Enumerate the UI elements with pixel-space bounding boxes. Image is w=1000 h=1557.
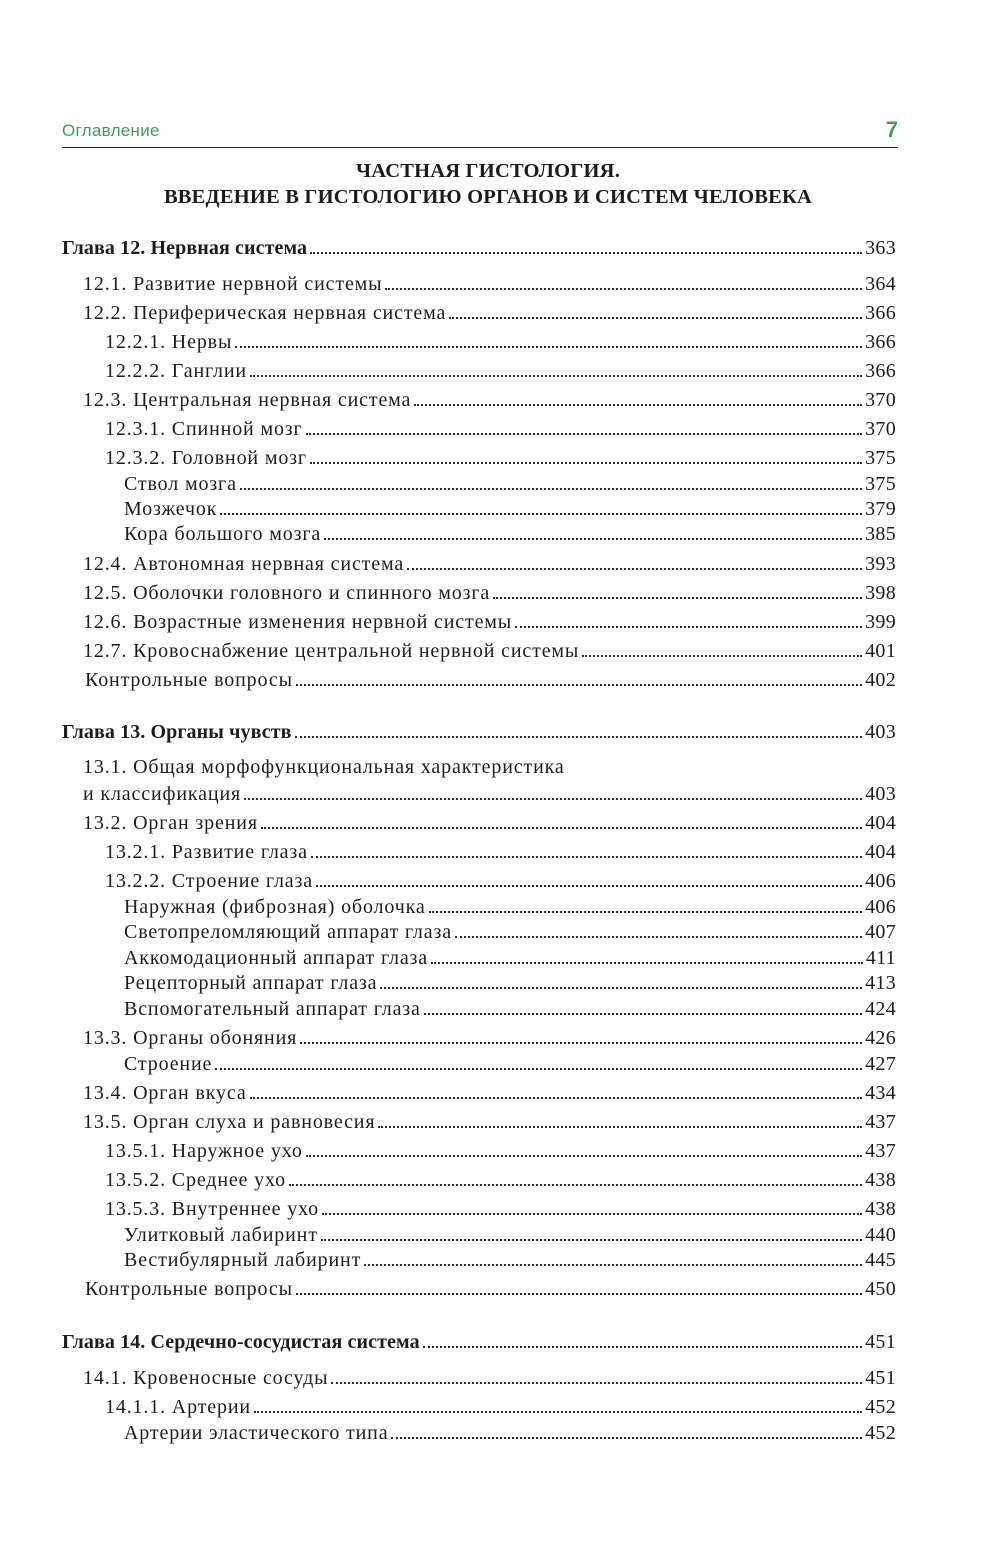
leader-dots: [244, 797, 862, 800]
toc-entry[interactable]: [62, 809, 896, 835]
toc-label: 12.6. Возрастные изменения нервной системы: [83, 611, 513, 633]
toc-page: 370: [865, 389, 896, 411]
leader-dots: [424, 1012, 862, 1015]
toc-entry[interactable]: [62, 893, 896, 919]
toc-entry[interactable]: [62, 1419, 896, 1445]
toc-label: Мозжечок: [124, 498, 218, 520]
toc-label: 12.1. Развитие нервной системы: [83, 273, 383, 295]
toc-label: 13.2.2. Строение глаза: [105, 870, 313, 892]
toc-chapter-13[interactable]: [62, 718, 896, 744]
toc-page: 437: [865, 1111, 896, 1133]
leader-dots: [240, 487, 862, 490]
toc-label: Строение: [124, 1053, 213, 1075]
toc-label: Глава 13. Органы чувств: [62, 721, 292, 743]
toc-label: Наружная (фиброзная) оболочка: [124, 896, 426, 918]
leader-dots: [215, 1067, 862, 1070]
toc-entry[interactable]: [62, 1166, 896, 1192]
toc-label: Кора большого мозга: [124, 523, 322, 545]
toc-page: 393: [865, 553, 896, 575]
toc-page: 366: [865, 360, 896, 382]
toc-entry[interactable]: [62, 495, 896, 521]
toc-entry[interactable]: [62, 637, 896, 663]
toc-label: 12.3.2. Головной мозг: [105, 447, 307, 469]
toc-entry[interactable]: [62, 995, 896, 1021]
toc-page: 413: [865, 972, 896, 994]
leader-dots: [316, 884, 862, 887]
part-title-line-2: ВВЕДЕНИЕ В ГИСТОЛОГИЮ ОРГАНОВ И СИСТЕМ ЧЕЛОВЕКА: [163, 186, 813, 208]
toc-label: Глава 14. Сердечно-сосудистая система: [62, 1331, 420, 1353]
toc-page: 437: [865, 1140, 896, 1162]
toc-entry[interactable]: [62, 1195, 896, 1221]
toc-label: 12.7. Кровоснабжение центральной нервной системы: [83, 640, 580, 662]
toc-entry[interactable]: [62, 1221, 896, 1247]
toc-label: Аккомодационный аппарат глаза: [124, 947, 429, 969]
toc-label: 12.2.1. Нервы: [105, 331, 233, 353]
leader-dots: [431, 961, 863, 964]
leader-dots: [455, 935, 862, 938]
toc-label: Артерии эластического типа: [124, 1422, 389, 1444]
toc-entry[interactable]: [62, 780, 896, 806]
toc-label: Светопреломляющий аппарат глаза: [124, 921, 452, 943]
part-title: [62, 158, 914, 210]
toc-page: 402: [865, 669, 896, 691]
toc-page: 406: [865, 896, 896, 918]
toc-label: 12.2.2. Ганглии: [105, 360, 247, 382]
toc-entry[interactable]: [62, 838, 896, 864]
toc-label: Вспомогательный аппарат глаза: [124, 998, 421, 1020]
toc-label: 13.4. Орган вкуса: [83, 1082, 247, 1104]
toc-page: 404: [865, 812, 896, 834]
leader-dots: [296, 683, 862, 686]
leader-dots: [331, 1381, 862, 1384]
page-number: 7: [885, 117, 898, 142]
toc-page: 438: [865, 1169, 896, 1191]
leader-dots: [321, 1238, 862, 1241]
toc-page: 366: [865, 302, 896, 324]
leader-dots: [378, 1125, 862, 1128]
toc-label: 13.2. Орган зрения: [83, 812, 258, 834]
toc-entry[interactable]: [62, 470, 896, 496]
toc-page: 363: [865, 237, 896, 259]
toc-page: 404: [865, 841, 896, 863]
toc-entry[interactable]: [62, 328, 896, 354]
toc-entry[interactable]: [62, 1024, 896, 1050]
leader-dots: [296, 1292, 862, 1295]
toc-entry[interactable]: [62, 1137, 896, 1163]
toc-page: 407: [865, 921, 896, 943]
toc-label: 13.5.3. Внутреннее ухо: [105, 1198, 320, 1220]
toc-chapter-14[interactable]: [62, 1328, 896, 1354]
leader-dots: [261, 826, 862, 829]
toc-label: Контрольные вопросы: [85, 669, 293, 691]
toc-label: 13.3. Органы обоняния: [83, 1027, 298, 1049]
toc-page: 364: [865, 273, 896, 295]
leader-dots: [414, 403, 862, 406]
toc-entry[interactable]: [62, 386, 896, 412]
leader-dots: [515, 625, 862, 628]
toc-label: Ствол мозга: [124, 473, 237, 495]
toc-page: 366: [865, 331, 896, 353]
leader-dots: [310, 251, 862, 254]
toc-page: 452: [865, 1422, 896, 1444]
toc-entry-line-1[interactable]: 13.1. Общая морфофункциональная характеристика: [83, 756, 565, 778]
toc-entry[interactable]: [62, 444, 896, 470]
toc-page: 438: [865, 1198, 896, 1220]
toc-page: 450: [865, 1278, 896, 1300]
toc-page: 398: [865, 582, 896, 604]
leader-dots: [300, 1041, 862, 1044]
toc-entry[interactable]: [62, 666, 896, 692]
toc-entry[interactable]: [62, 1364, 896, 1390]
toc-entry[interactable]: [62, 550, 896, 576]
leader-dots: [220, 512, 862, 515]
toc-entry[interactable]: [62, 944, 896, 970]
toc-page: 426: [865, 1027, 896, 1049]
toc-page: 451: [865, 1331, 896, 1353]
toc-entry[interactable]: [62, 415, 896, 441]
toc-page: 452: [865, 1396, 896, 1418]
toc-entry[interactable]: [62, 270, 896, 296]
leader-dots: [429, 910, 862, 913]
toc-page: 411: [865, 947, 896, 969]
toc-entry[interactable]: [62, 1246, 896, 1272]
leader-dots: [250, 374, 862, 377]
toc-label: 13.5. Орган слуха и равновесия: [83, 1111, 376, 1133]
toc-entry[interactable]: [62, 357, 896, 383]
toc-entry[interactable]: [62, 1275, 896, 1301]
toc-label: 12.2. Периферическая нервная система: [83, 302, 447, 324]
toc-label: Рецепторный аппарат глаза: [124, 972, 378, 994]
toc-page: 434: [865, 1082, 896, 1104]
toc-page: 403: [865, 721, 896, 743]
toc-page: 403: [865, 783, 896, 805]
leader-dots: [250, 1096, 863, 1099]
leader-dots: [391, 1436, 862, 1439]
toc-entry[interactable]: [62, 608, 896, 634]
toc-page: 379: [865, 498, 896, 520]
toc-page: 370: [865, 418, 896, 440]
toc-label: Контрольные вопросы: [85, 1278, 293, 1300]
toc-page: 401: [865, 640, 896, 662]
leader-dots: [322, 1212, 862, 1215]
toc-label: Вестибулярный лабиринт: [124, 1249, 362, 1271]
toc-label: 12.3. Центральная нервная система: [83, 389, 412, 411]
toc-page: 445: [865, 1249, 896, 1271]
toc-entry[interactable]: [62, 1079, 896, 1105]
leader-dots: [385, 287, 862, 290]
toc-label: 13.5.1. Наружное ухо: [105, 1140, 303, 1162]
leader-dots: [295, 735, 863, 738]
leader-dots: [449, 316, 862, 319]
toc-entry[interactable]: [62, 1050, 896, 1076]
toc-page: 406: [865, 870, 896, 892]
toc-entry[interactable]: [62, 299, 896, 325]
toc-label: Улитковый лабиринт: [124, 1224, 318, 1246]
toc-label: и классификация: [83, 783, 242, 805]
toc-label: 13.5.2. Среднее ухо: [105, 1169, 286, 1191]
toc-label: 12.4. Автономная нервная система: [83, 553, 405, 575]
leader-dots: [324, 537, 862, 540]
toc-page: 375: [865, 447, 896, 469]
toc-entry[interactable]: [62, 918, 896, 944]
toc-label: 13.2.1. Развитие глаза: [105, 841, 308, 863]
toc-entry[interactable]: [62, 520, 896, 546]
toc-label: 14.1.1. Артерии: [105, 1396, 251, 1418]
toc-page: 424: [865, 998, 896, 1020]
running-head: [62, 113, 898, 148]
leader-dots: [364, 1263, 862, 1266]
leader-dots: [289, 1183, 862, 1186]
toc-page: 451: [865, 1367, 896, 1389]
toc-page: 427: [865, 1053, 896, 1075]
toc-entry[interactable]: [62, 867, 896, 893]
toc-entry[interactable]: [62, 969, 896, 995]
toc-entry[interactable]: [62, 1393, 896, 1419]
toc-chapter-12[interactable]: [62, 234, 896, 260]
toc-page: 385: [865, 523, 896, 545]
leader-dots: [235, 345, 862, 348]
running-head-title: Оглавление: [62, 121, 160, 140]
leader-dots: [493, 596, 862, 599]
leader-dots: [380, 986, 862, 989]
leader-dots: [311, 855, 862, 858]
toc-page: 440: [865, 1224, 896, 1246]
leader-dots: [407, 567, 862, 570]
leader-dots: [310, 461, 862, 464]
toc-label: 14.1. Кровеносные сосуды: [83, 1367, 329, 1389]
leader-dots: [306, 432, 862, 435]
toc-label: Глава 12. Нервная система: [62, 237, 308, 259]
toc-page: 375: [865, 473, 896, 495]
toc-label: 12.3.1. Спинной мозг: [105, 418, 303, 440]
part-title-line-1: ЧАСТНАЯ ГИСТОЛОГИЯ.: [355, 160, 621, 182]
toc-entry[interactable]: [62, 1108, 896, 1134]
toc-page: 399: [865, 611, 896, 633]
leader-dots: [306, 1154, 862, 1157]
leader-dots: [582, 654, 862, 657]
leader-dots: [423, 1345, 862, 1348]
leader-dots: [254, 1410, 862, 1413]
toc-label: 12.5. Оболочки головного и спинного мозга: [83, 582, 491, 604]
toc-entry[interactable]: [62, 579, 896, 605]
